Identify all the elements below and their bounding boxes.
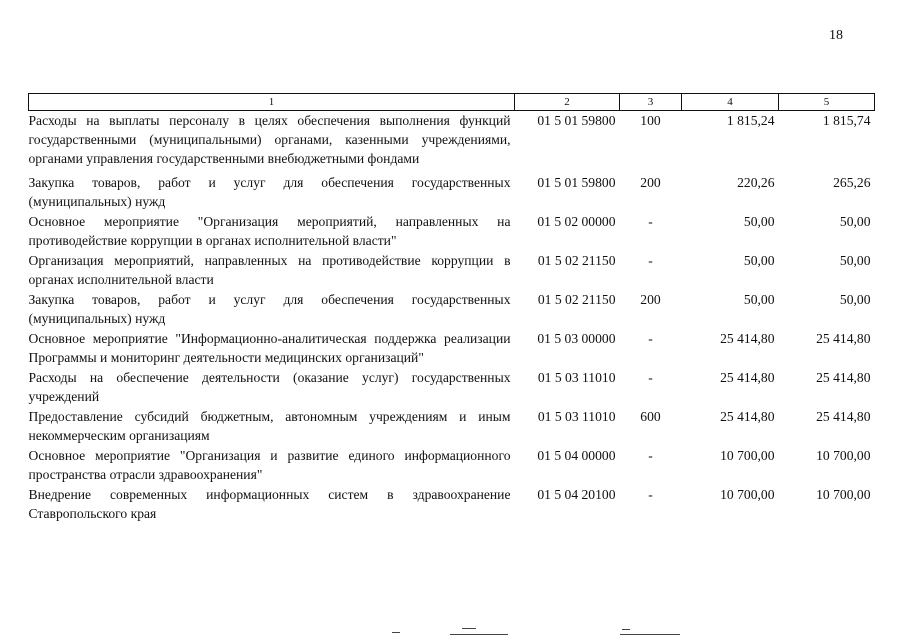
- row-name: Предоставление субсидий бюджетным, автономным учреждениям и иным некоммерческим организациям: [28, 409, 511, 443]
- header-col-1: 1: [29, 94, 515, 111]
- row-value-1: 25 414,80: [720, 409, 775, 424]
- table-header: [29, 94, 875, 111]
- row-name: Основное мероприятие "Информационно-аналитическая поддержка реализации Программы и мониторинг деятельности медицинских организаций": [28, 331, 511, 365]
- row-value-1: 25 414,80: [720, 331, 775, 346]
- header-col-3: 3: [620, 94, 682, 111]
- table-row: [29, 111, 875, 174]
- row-value-1: 50,00: [743, 214, 775, 229]
- scan-mark: [450, 634, 508, 635]
- row-code: 01 5 02 00000: [537, 214, 616, 229]
- row-value-2: 10 700,00: [816, 448, 871, 463]
- scan-mark: [392, 632, 400, 633]
- row-value-2: 50,00: [839, 292, 871, 307]
- row-kind: -: [648, 370, 653, 385]
- row-value-2: 25 414,80: [816, 370, 871, 385]
- row-kind: -: [648, 331, 653, 346]
- row-code: 01 5 02 21150: [537, 253, 616, 268]
- scan-mark: [620, 634, 680, 635]
- row-value-2: 265,26: [833, 175, 871, 190]
- row-code: 01 5 01 59800: [537, 113, 616, 128]
- row-code: 01 5 03 00000: [537, 331, 616, 346]
- row-value-1: 220,26: [737, 175, 775, 190]
- row-value-1: 50,00: [743, 253, 775, 268]
- table-row: [29, 329, 875, 368]
- table-row: [29, 485, 875, 524]
- row-kind: -: [648, 214, 653, 229]
- row-value-1: 10 700,00: [720, 448, 775, 463]
- row-value-2: 10 700,00: [816, 487, 871, 502]
- row-kind: 600: [640, 409, 661, 424]
- row-code: 01 5 03 11010: [537, 370, 616, 385]
- row-value-2: 25 414,80: [816, 409, 871, 424]
- row-code: 01 5 03 11010: [537, 409, 616, 424]
- scan-mark: [622, 629, 630, 630]
- row-code: 01 5 01 59800: [537, 175, 616, 190]
- row-value-1: 25 414,80: [720, 370, 775, 385]
- header-col-4: 4: [682, 94, 779, 111]
- row-name: Закупка товаров, работ и услуг для обеспечения государственных (муниципальных) нужд: [28, 292, 511, 326]
- row-name: Закупка товаров, работ и услуг для обеспечения государственных (муниципальных) нужд: [28, 175, 511, 209]
- row-kind: -: [648, 487, 653, 502]
- row-value-2: 25 414,80: [816, 331, 871, 346]
- row-value-1: 1 815,24: [726, 113, 775, 128]
- header-row: [29, 94, 875, 111]
- table-row: [29, 446, 875, 485]
- scan-artifacts: [0, 620, 901, 640]
- row-kind: 200: [640, 175, 661, 190]
- row-name: Внедрение современных информационных систем в здравоохранение Ставропольского края: [28, 487, 511, 521]
- row-code: 01 5 04 00000: [537, 448, 616, 463]
- table-body: [29, 111, 875, 525]
- row-value-2: 50,00: [839, 253, 871, 268]
- header-col-2: 2: [515, 94, 620, 111]
- row-code: 01 5 04 20100: [537, 487, 616, 502]
- page-number: 18: [829, 28, 843, 43]
- table-row: [29, 290, 875, 329]
- row-name: Расходы на выплаты персоналу в целях обеспечения выполнения функций государственными (муниципальными) органами, казенными учреждениями, органами управления государственными внебюджетными фондами: [28, 113, 511, 166]
- row-value-2: 50,00: [839, 214, 871, 229]
- table-row: [29, 173, 875, 212]
- header-col-5: 5: [779, 94, 875, 111]
- row-name: Основное мероприятие "Организация мероприятий, направленных на противодействие коррупции в органах исполнительной власти": [28, 214, 511, 248]
- row-value-1: 50,00: [743, 292, 775, 307]
- row-code: 01 5 02 21150: [537, 292, 616, 307]
- row-name: Организация мероприятий, направленных на противодействие коррупции в органах исполнительной власти: [28, 253, 511, 287]
- table-row: [29, 368, 875, 407]
- table-row: [29, 212, 875, 251]
- row-value-2: 1 815,74: [822, 113, 871, 128]
- row-name: Расходы на обеспечение деятельности (оказание услуг) государственных учреждений: [28, 370, 511, 404]
- row-kind: 200: [640, 292, 661, 307]
- row-name: Основное мероприятие "Организация и развитие единого информационного пространства отрасли здравоохранения": [28, 448, 511, 482]
- table-row: [29, 407, 875, 446]
- row-kind: -: [648, 253, 653, 268]
- row-kind: -: [648, 448, 653, 463]
- budget-table: [28, 93, 875, 524]
- row-value-1: 10 700,00: [720, 487, 775, 502]
- row-kind: 100: [640, 113, 661, 128]
- table-row: [29, 251, 875, 290]
- scan-mark: [462, 628, 476, 629]
